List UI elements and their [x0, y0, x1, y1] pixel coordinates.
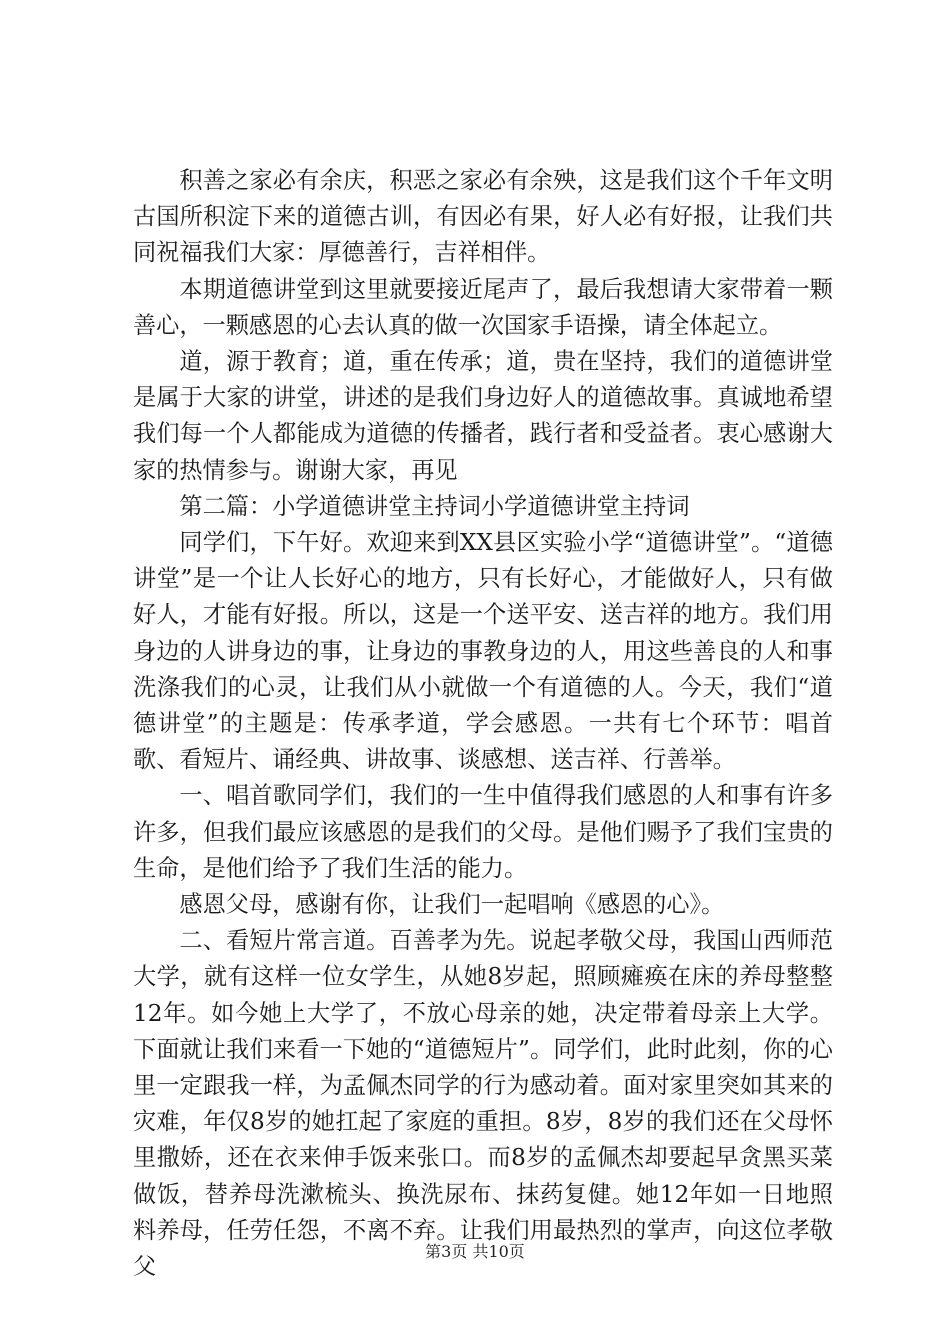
- document-body: [133, 163, 833, 1285]
- paragraph: 积善之家必有余庆，积恶之家必有余殃，这是我们这个千年文明古国所积淀下来的道德古训，有因必有果，好人必有好报，让我们共同祝福我们大家：厚德善行，吉祥相伴。: [133, 167, 833, 267]
- paragraph: 本期道德讲堂到这里就要接近尾声了，最后我想请大家带着一颗善心，一颗感恩的心去认真的做一次国家手语操，请全体起立。: [133, 275, 833, 339]
- paragraph: 同学们，下午好。欢迎来到XX县区实验小学“道德讲堂”。“道德讲堂”是一个让人长好心的地方，只有长好心，才能做好人，只有做好人，才能有好报。所以，这是一个送平安、送吉祥的地方。我们用身边的人讲身边的事，让身边的事教身边的人，用这些善良的人和事洗涤我们的心灵，让我们从小就做一个有道德的人。今天，我们“道德讲堂”的主题是：传承孝道，学会感恩。一共有七个环节：唱首歌、看短片、诵经典、讲故事、谈感想、送吉祥、行善举。: [133, 529, 833, 774]
- paragraph: 感恩父母，感谢有你，让我们一起唱响《感恩的心》。: [179, 891, 725, 919]
- section-heading: 第二篇：小学道德讲堂主持词小学道德讲堂主持词: [179, 492, 690, 520]
- paragraph: 二、看短片常言道。百善孝为先。说起孝敬父母，我国山西师范大学，就有这样一位女学生，从她8岁起，照顾瘫痪在床的养母整整12年。如今她上大学了，不放心母亲的她，决定带着母亲上大学。下面就让我们来看一下她的“道德短片”。同学们，此时此刻，你的心里一定跟我一样，为孟佩杰同学的行为感动着。面对家里突如其来的灾难，年仅8岁的她扛起了家庭的重担。8岁，8岁的我们还在父母怀里撒娇，还在衣来伸手饭来张口。而8岁的孟佩杰却要起早贪黑买菜做饭，替养母洗漱梳头、换洗尿布、抹药复健。她12年如一日地照料养母，任劳任怨，不离不弃。让我们用最热烈的掌声，向这位孝敬父: [133, 927, 833, 1281]
- paragraph: 一、唱首歌同学们，我们的一生中值得我们感恩的人和事有许多许多，但我们最应该感恩的是我们的父母。是他们赐予了我们宝贵的生命，是他们给予了我们生活的能力。: [133, 782, 833, 882]
- paragraph: 道，源于教育；道，重在传承；道，贵在坚持，我们的道德讲堂是属于大家的讲堂，讲述的是我们身边好人的道德故事。真诚地希望我们每一个人都能成为道德的传播者，践行者和受益者。衷心感谢大家的热情参与。谢谢大家，再见: [133, 348, 833, 484]
- page-footer: 第3页 共10页: [425, 1242, 525, 1261]
